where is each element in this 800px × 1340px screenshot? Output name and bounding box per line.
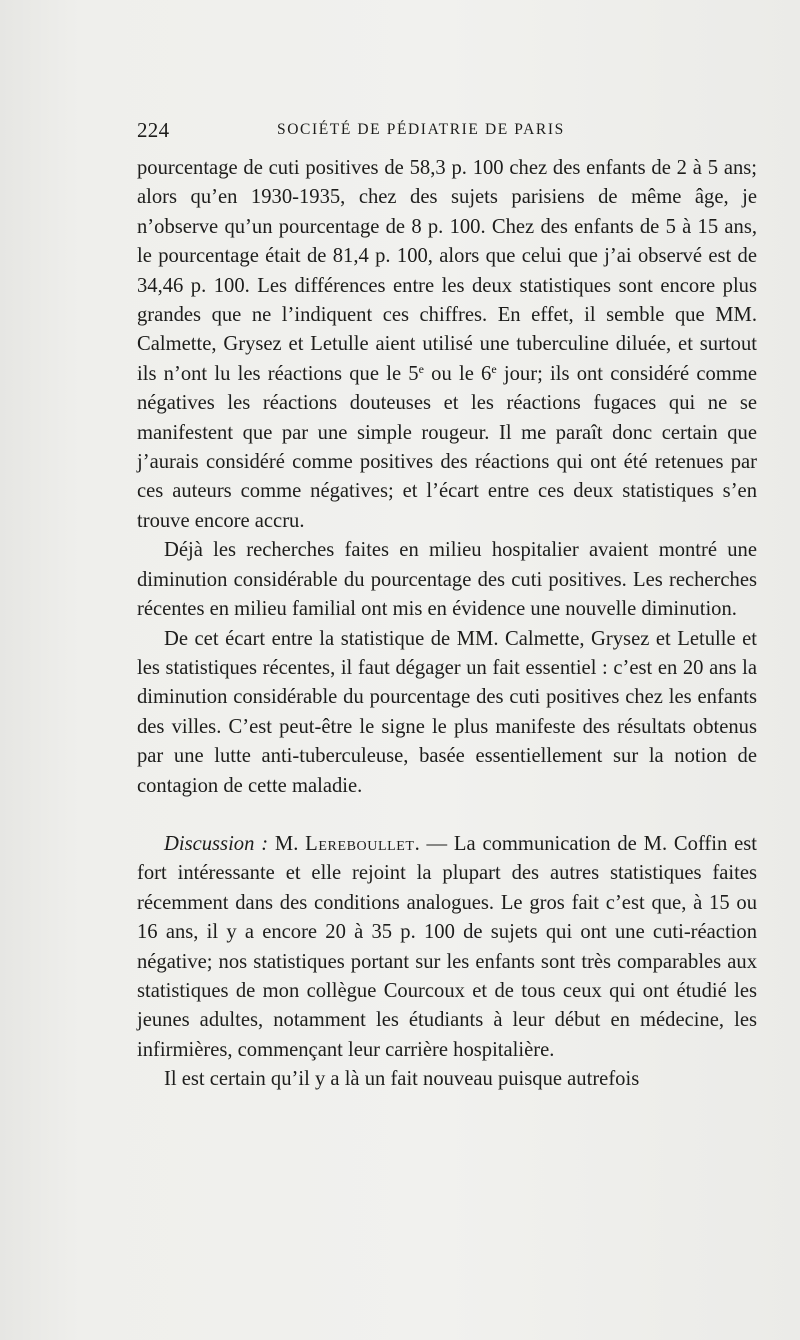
superscript: e [418,361,424,376]
body-text [137,154,757,1095]
paragraph-hospital-research: Déjà les recherches faites en milieu hospitalier avaient montré une diminution considérable du pourcentage des cuti positives. Les recherches récentes en milieu familial ont mis en évidence une nouvelle diminution. [137,539,757,621]
paragraph-text: pourcentage de cuti positives de 58,3 p. 100 chez des enfants de 2 à 5 ans; alors qu’en 1930-1935, chez des sujets parisiens de même âge, je n’observe qu’un pourcentage de 8 p. 100. Chez des enfants de 5 à 15 ans, le pourcentage était de 81,4 p. 100, alors que celui que j’ai observé est de 34,46 p. 100. Les différences entre les deux statistiques sont encore plus grandes que ne l’indiquent ces chiffres. En effet, il semble que MM. Calmette, Grysez et Letulle aient utilisé une tuberculine diluée, et surtout ils n’ont lu les réactions que le 5 [137,157,757,385]
discussion-speaker-name: Lereboullet [305,832,415,855]
paragraph-text: jour; ils ont considéré comme négatives les réactions douteuses et les réactions fugaces qui ne se manifestent que par une simple rougeur. Il me paraît donc certain que j’aurais considéré comme positives des réactions qui ont été retenues par ces auteurs comme négatives; et l’écart entre ces deux statistiques s’en trouve encore accru. [137,362,757,532]
running-head: SOCIÉTÉ DE PÉDIATRIE DE PARIS [277,121,565,138]
superscript: e [491,361,497,376]
paragraph-text: ou le 6 [423,362,492,385]
paragraph-statistics-comparison [137,154,757,536]
discussion-speaker-prefix: M. [274,832,306,855]
discussion-text: . — La communication de M. Coffin est fort intéressante et elle rejoint la plupart des autres statistiques faites récemment dans des conditions analogues. Le gros fait c’est que, à 15 ou 16 ans, il y a encore 20 à 35 p. 100 de sujets qui ont une cuti-réaction négative; nos statistiques portant sur les enfants sont très comparables aux statistiques de mon collègue Courcoux et de tous ceux qui ont étudié les jeunes adultes, notamment les étudiants à leur début en médecine, les infirmières, commençant leur carrière hospitalière. [137,832,757,1061]
page-number: 224 [137,118,170,142]
paragraph-conclusion: De cet écart entre la statistique de MM. Calmette, Grysez et Letulle et les statistiques récentes, il faut dégager un fait essentiel : c’est en 20 ans la diminution considérable du pourcentage des cuti positives chez les enfants des villes. C’est peut-être le signe le plus manifeste des résultats obtenus par une lutte anti-tuberculeuse, basée essentiellement sur la notion de contagion de cette maladie. [137,627,757,797]
paragraph-final: Il est certain qu’il y a là un fait nouveau puisque autrefois [164,1068,640,1091]
paragraph-discussion [137,830,757,1065]
page-header [137,118,757,148]
discussion-label: Discussion : [164,832,269,855]
